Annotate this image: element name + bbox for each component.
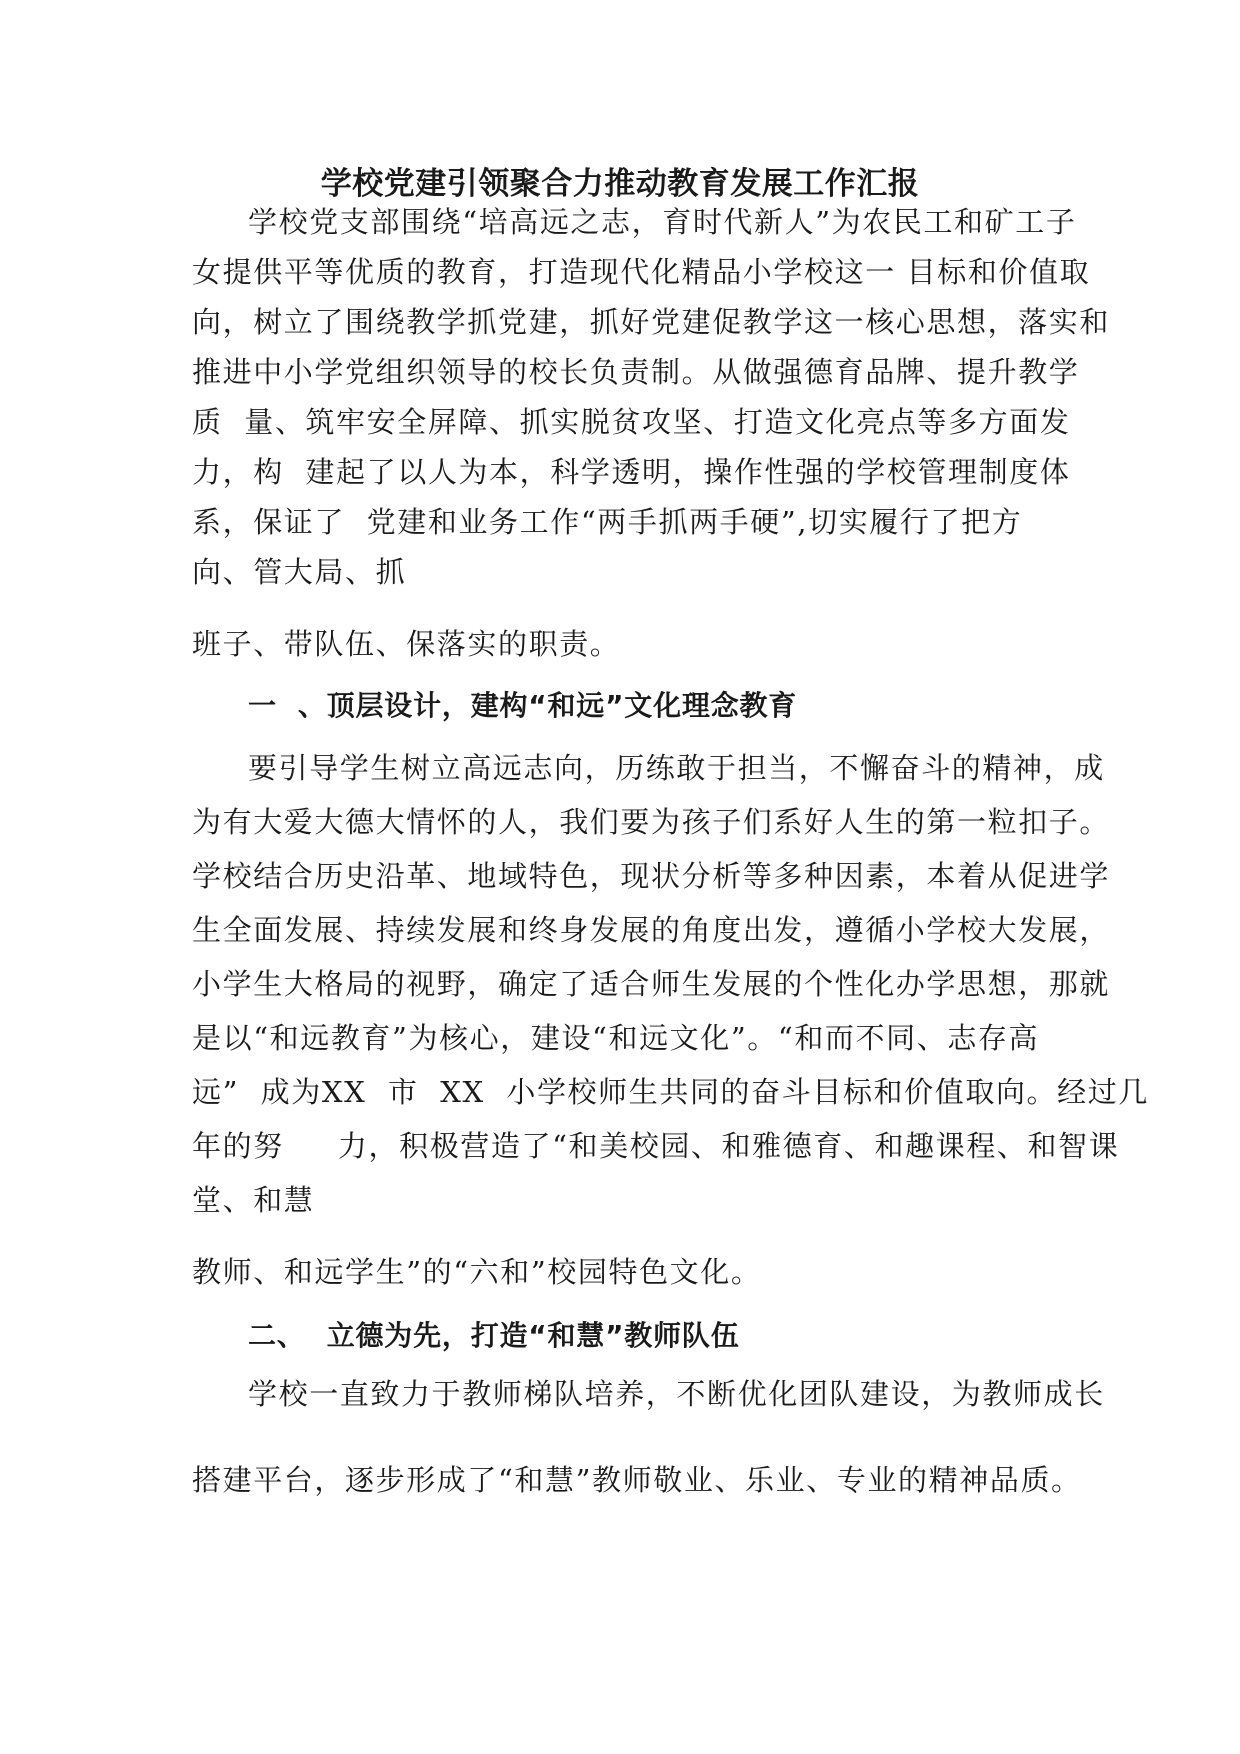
intro-line: 向，树立了围绕教学抓党建，抓好党建促教学这一核心思想，落实和 [192, 305, 1111, 339]
document-title: 学校党建引领聚合力推动教育发展工作汇报 [320, 166, 920, 202]
intro-line: 推进中小学党组织领导的校长负责制。从做强德育品牌、提升教学 [192, 355, 1080, 389]
intro-line: 向、管大局、抓 [192, 555, 407, 589]
section1-line: 堂、和慧 [192, 1183, 315, 1217]
section2-line: 学校一直致力于教师梯队培养，不断优化团队建设，为教师成长 [248, 1377, 1105, 1411]
intro-line: 力，构 建起了以人为本，科学透明，操作性强的学校管理制度体 [192, 455, 1071, 489]
intro-line: 女提供平等优质的教育，打造现代化精品小学校这一 目标和价值取 [192, 255, 1091, 289]
section1-line: 为有大爱大德大情怀的人，我们要为孩子们系好人生的第一粒扣子。 [192, 805, 1111, 839]
section-heading-2: 二、 立德为先，打造“和慧”教师队伍 [248, 1319, 740, 1352]
intro-line: 班子、带队伍、保落实的职责。 [192, 627, 621, 661]
section1-line: 年的努 力，积极营造了“和美校园、和雅德育、和趣课程、和智课 [192, 1129, 1120, 1163]
intro-line: 系，保证了 党建和业务工作“两手抓两手硬”,切实履行了把方 [192, 505, 1023, 539]
section1-line: 远” 成为XX 市 XX 小学校师生共同的奋斗目标和价值取向。经过几 [192, 1075, 1149, 1109]
intro-line: 学校党支部围绕“培高远之志，育时代新人”为农民工和矿工子 [248, 205, 1077, 239]
section2-line: 搭建平台，逐步形成了“和慧”教师敬业、乐业、专业的精神品质。 [192, 1463, 1082, 1497]
intro-line: 质 量、筑牢安全屏障、抓实脱贫攻坚、打造文化亮点等多方面发 [192, 405, 1071, 439]
section1-line: 是以“和远教育”为核心，建设“和远文化”。“和而不同、志存高 [192, 1021, 1040, 1055]
section1-line: 生全面发展、持续发展和终身发展的角度出发，遵循小学校大发展， [192, 913, 1111, 947]
section1-line: 学校结合历史沿革、地域特色，现状分析等多种因素，本着从促进学 [192, 859, 1111, 893]
section1-line: 教师、和远学生”的“六和”校园特色文化。 [192, 1255, 762, 1289]
section1-line: 小学生大格局的视野，确定了适合师生发展的个性化办学思想，那就 [192, 967, 1111, 1001]
section-heading-1: 一 、顶层设计，建构“和远”文化理念教育 [248, 689, 798, 722]
section1-line: 要引导学生树立高远志向，历练敢于担当，不懈奋斗的精神，成 [248, 751, 1105, 785]
